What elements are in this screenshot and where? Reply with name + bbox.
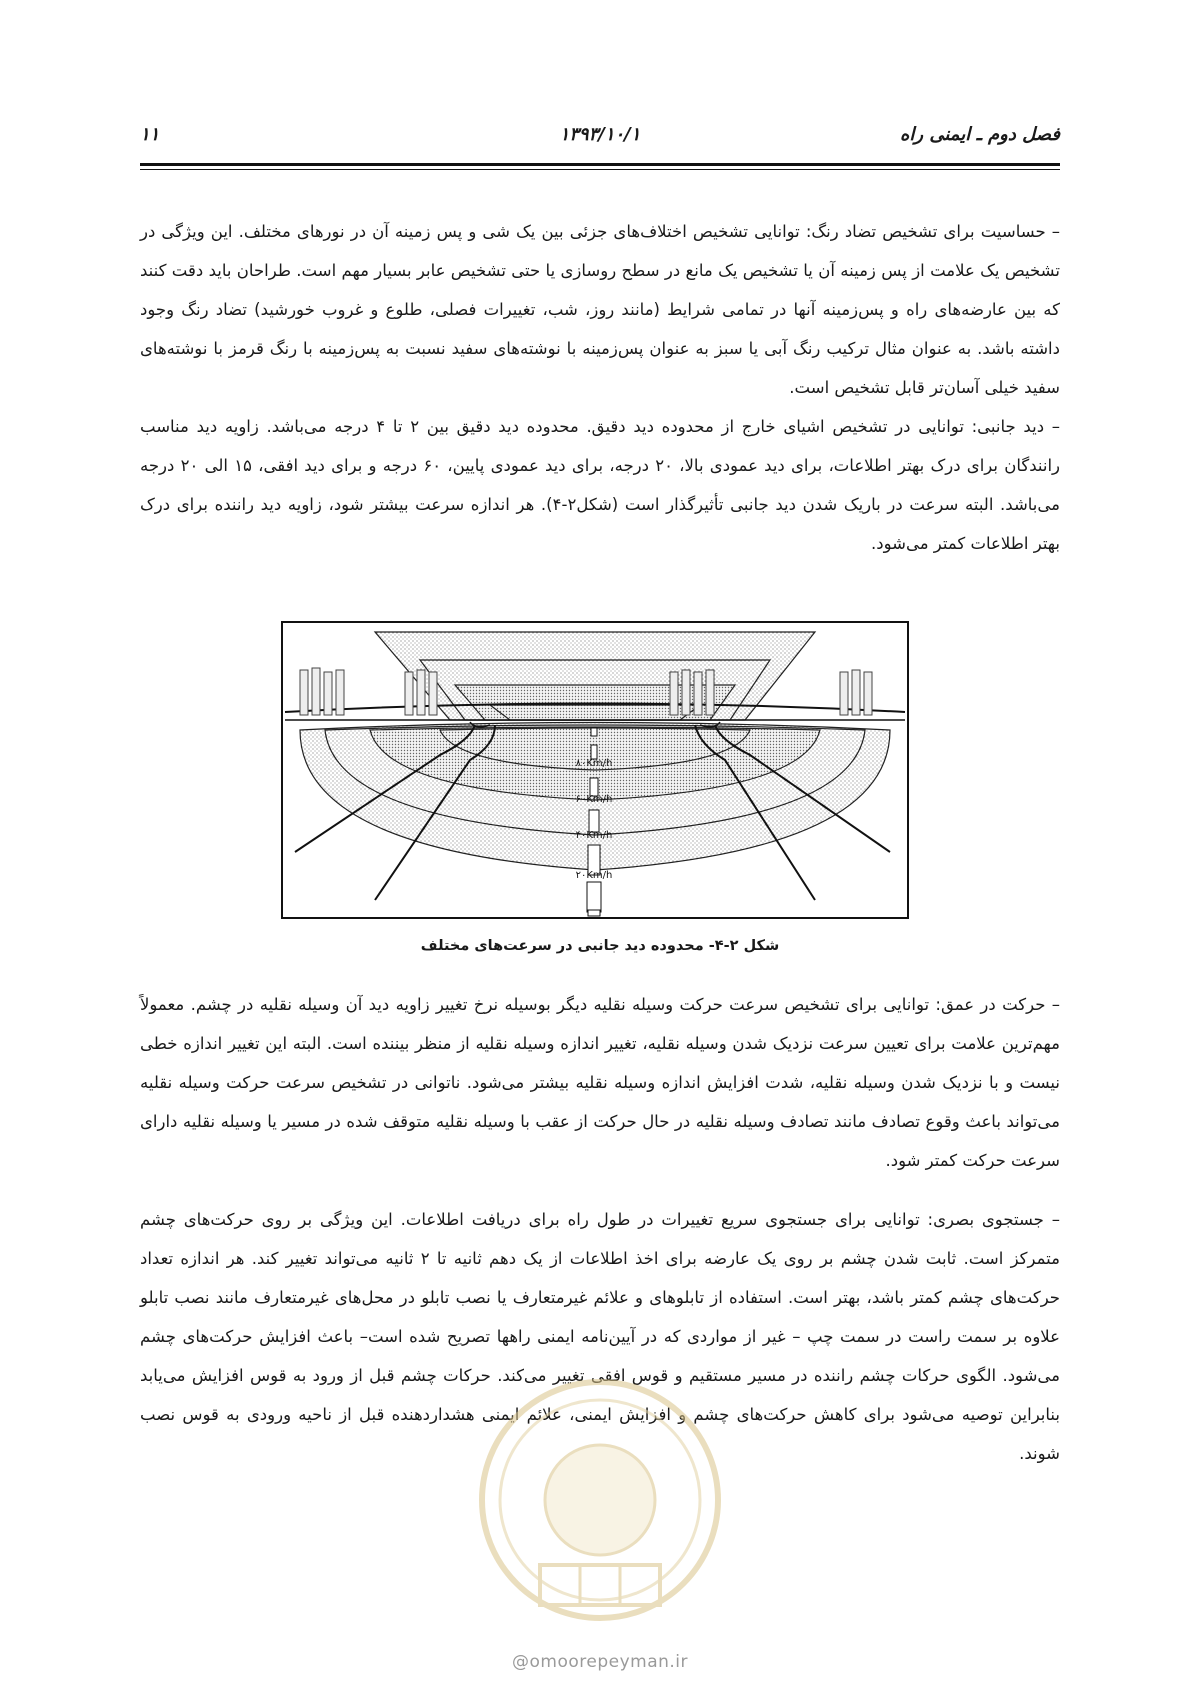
page-header bbox=[140, 118, 1060, 158]
watermark-site: @omoorepeyman.ir bbox=[511, 1652, 689, 1672]
speed-label-60: ۶۰Km/h bbox=[575, 794, 613, 805]
watermark-seal bbox=[460, 1350, 740, 1650]
speed-label-20: ۲۰Km/h bbox=[575, 870, 613, 881]
chapter-title: فصل دوم ـ ایمنی راه bbox=[899, 124, 1060, 145]
figure-caption: شکل ۲-۴- محدوده دید جانبی در سرعت‌های مختلف bbox=[420, 938, 780, 954]
paragraph-visual-search: – جستجوی بصری: توانایی برای جستجوی سریع تغییرات در طول راه برای دریافت اطلاعات. این ویژگی بر روی حرکت‌های چشم متمرکز است. ثابت شدن چشم بر روی یک عارضه برای اخذ اطلاعات از یک دهم ثانیه تا ۲ ثانیه می‌تواند تغییر کند. هر اندازه تعداد حرکت‌های چشم کمتر باشد، بهتر است. استفاده از تابلوهای و علائم غیرمتعارف یا نصب تابلو در محل‌های غیرمتعارف مانند نصب تابلو علاوه بر سمت راست در سمت چپ – غیر از مواردی که در آیین‌نامه ایمنی راهها تصریح شده است– باعث افزایش حرکت‌های چشم می‌شود. الگوی حرکات چشم راننده در مسیر مستقیم و قوس افقی تغییر می‌کند. حرکات چشم قبل از ورود به قوس افزایش می‌یابد بنابراین توصیه می‌شود برای کاهش حرکت‌های چشم و افزایش ایمنی، علائم ایمنی هشداردهنده قبل از ناحیه ورودی به قوس نصب شوند. bbox=[140, 1210, 1060, 1463]
header-rule-thick bbox=[140, 163, 1060, 166]
peripheral-vision-figure bbox=[280, 620, 910, 920]
paragraph-peripheral-vision: – دید جانبی: توانایی در تشخیص اشیای خارج از محدوده دید دقیق. محدوده دید دقیق بین ۲ تا ۴ درجه می‌باشد. زاویه دید مناسب رانندگان برای درک بهتر اطلاعات، برای دید عمودی بالا، ۲۰ درجه، برای دید عمودی پایین، ۶۰ درجه و برای دید افقی، ۱۵ الی ۲۰ درجه می‌باشد. البته سرعت در باریک شدن دید جانبی تأثیرگذار است (شکل۲-۴). هر اندازه سرعت بیشتر شود، زاویه دید راننده برای درک بهتر اطلاعات کمتر می‌شود. bbox=[140, 417, 1061, 553]
speed-label-80: ۸۰Km/h bbox=[575, 758, 613, 769]
paragraph-color-contrast: – حساسیت برای تشخیص تضاد رنگ: توانایی تشخیص اختلاف‌های جزئی بین یک شی و پس زمینه آن در نورهای مختلف. این ویژگی در تشخیص یک علامت از پس زمینه آن یا تشخیص یک مانع در سطح روسازی یا حتی تشخیص عابر بسیار مهم است. طراحان باید دقت کنند که بین عارضه‌های راه و پس‌زمینه آنها در تمامی شرایط (مانند روز، شب، تغییرات فصلی، طلوع و غروب خورشید) تضاد رنگ وجود داشته باشد. به عنوان مثال ترکیب رنگ آبی یا سبز به عنوان پس‌زمینه با نوشته‌های سفید نسبت به پس‌زمینه با رنگ قرمز با نوشته‌های سفید خیلی آسان‌تر قابل تشخیص است. bbox=[140, 222, 1060, 397]
speed-label-40: ۴۰Km/h bbox=[575, 830, 613, 841]
paragraph-motion-in-depth: – حرکت در عمق: توانایی برای تشخیص سرعت حرکت وسیله نقلیه دیگر بوسیله نرخ تغییر زاویه دید آن وسیله نقلیه در چشم. معمولاً مهم‌ترین علامت برای تعیین سرعت نزدیک شدن وسیله نقلیه، تغییر اندازه وسیله نقلیه از منظر بیننده است. البته این تغییر اندازه خطی نیست و با نزدیک شدن وسیله نقلیه، شدت افزایش اندازه وسیله نقلیه بیشتر می‌شود. ناتوانی در تشخیص سرعت حرکت وسیله نقلیه می‌تواند باعث وقوع تصادف مانند تصادف وسیله نقلیه در حال حرکت از عقب با وسیله نقلیه متوقف شده در مسیر یا وسیله نقلیه دارای سرعت حرکت کمتر شود. bbox=[140, 995, 1060, 1170]
header-date: ۱۳۹۳/۱۰/۱ bbox=[559, 124, 641, 145]
page-number: ۱۱ bbox=[140, 124, 160, 145]
vision-cone-80 bbox=[490, 705, 700, 720]
header-rule-thin bbox=[140, 169, 1060, 170]
